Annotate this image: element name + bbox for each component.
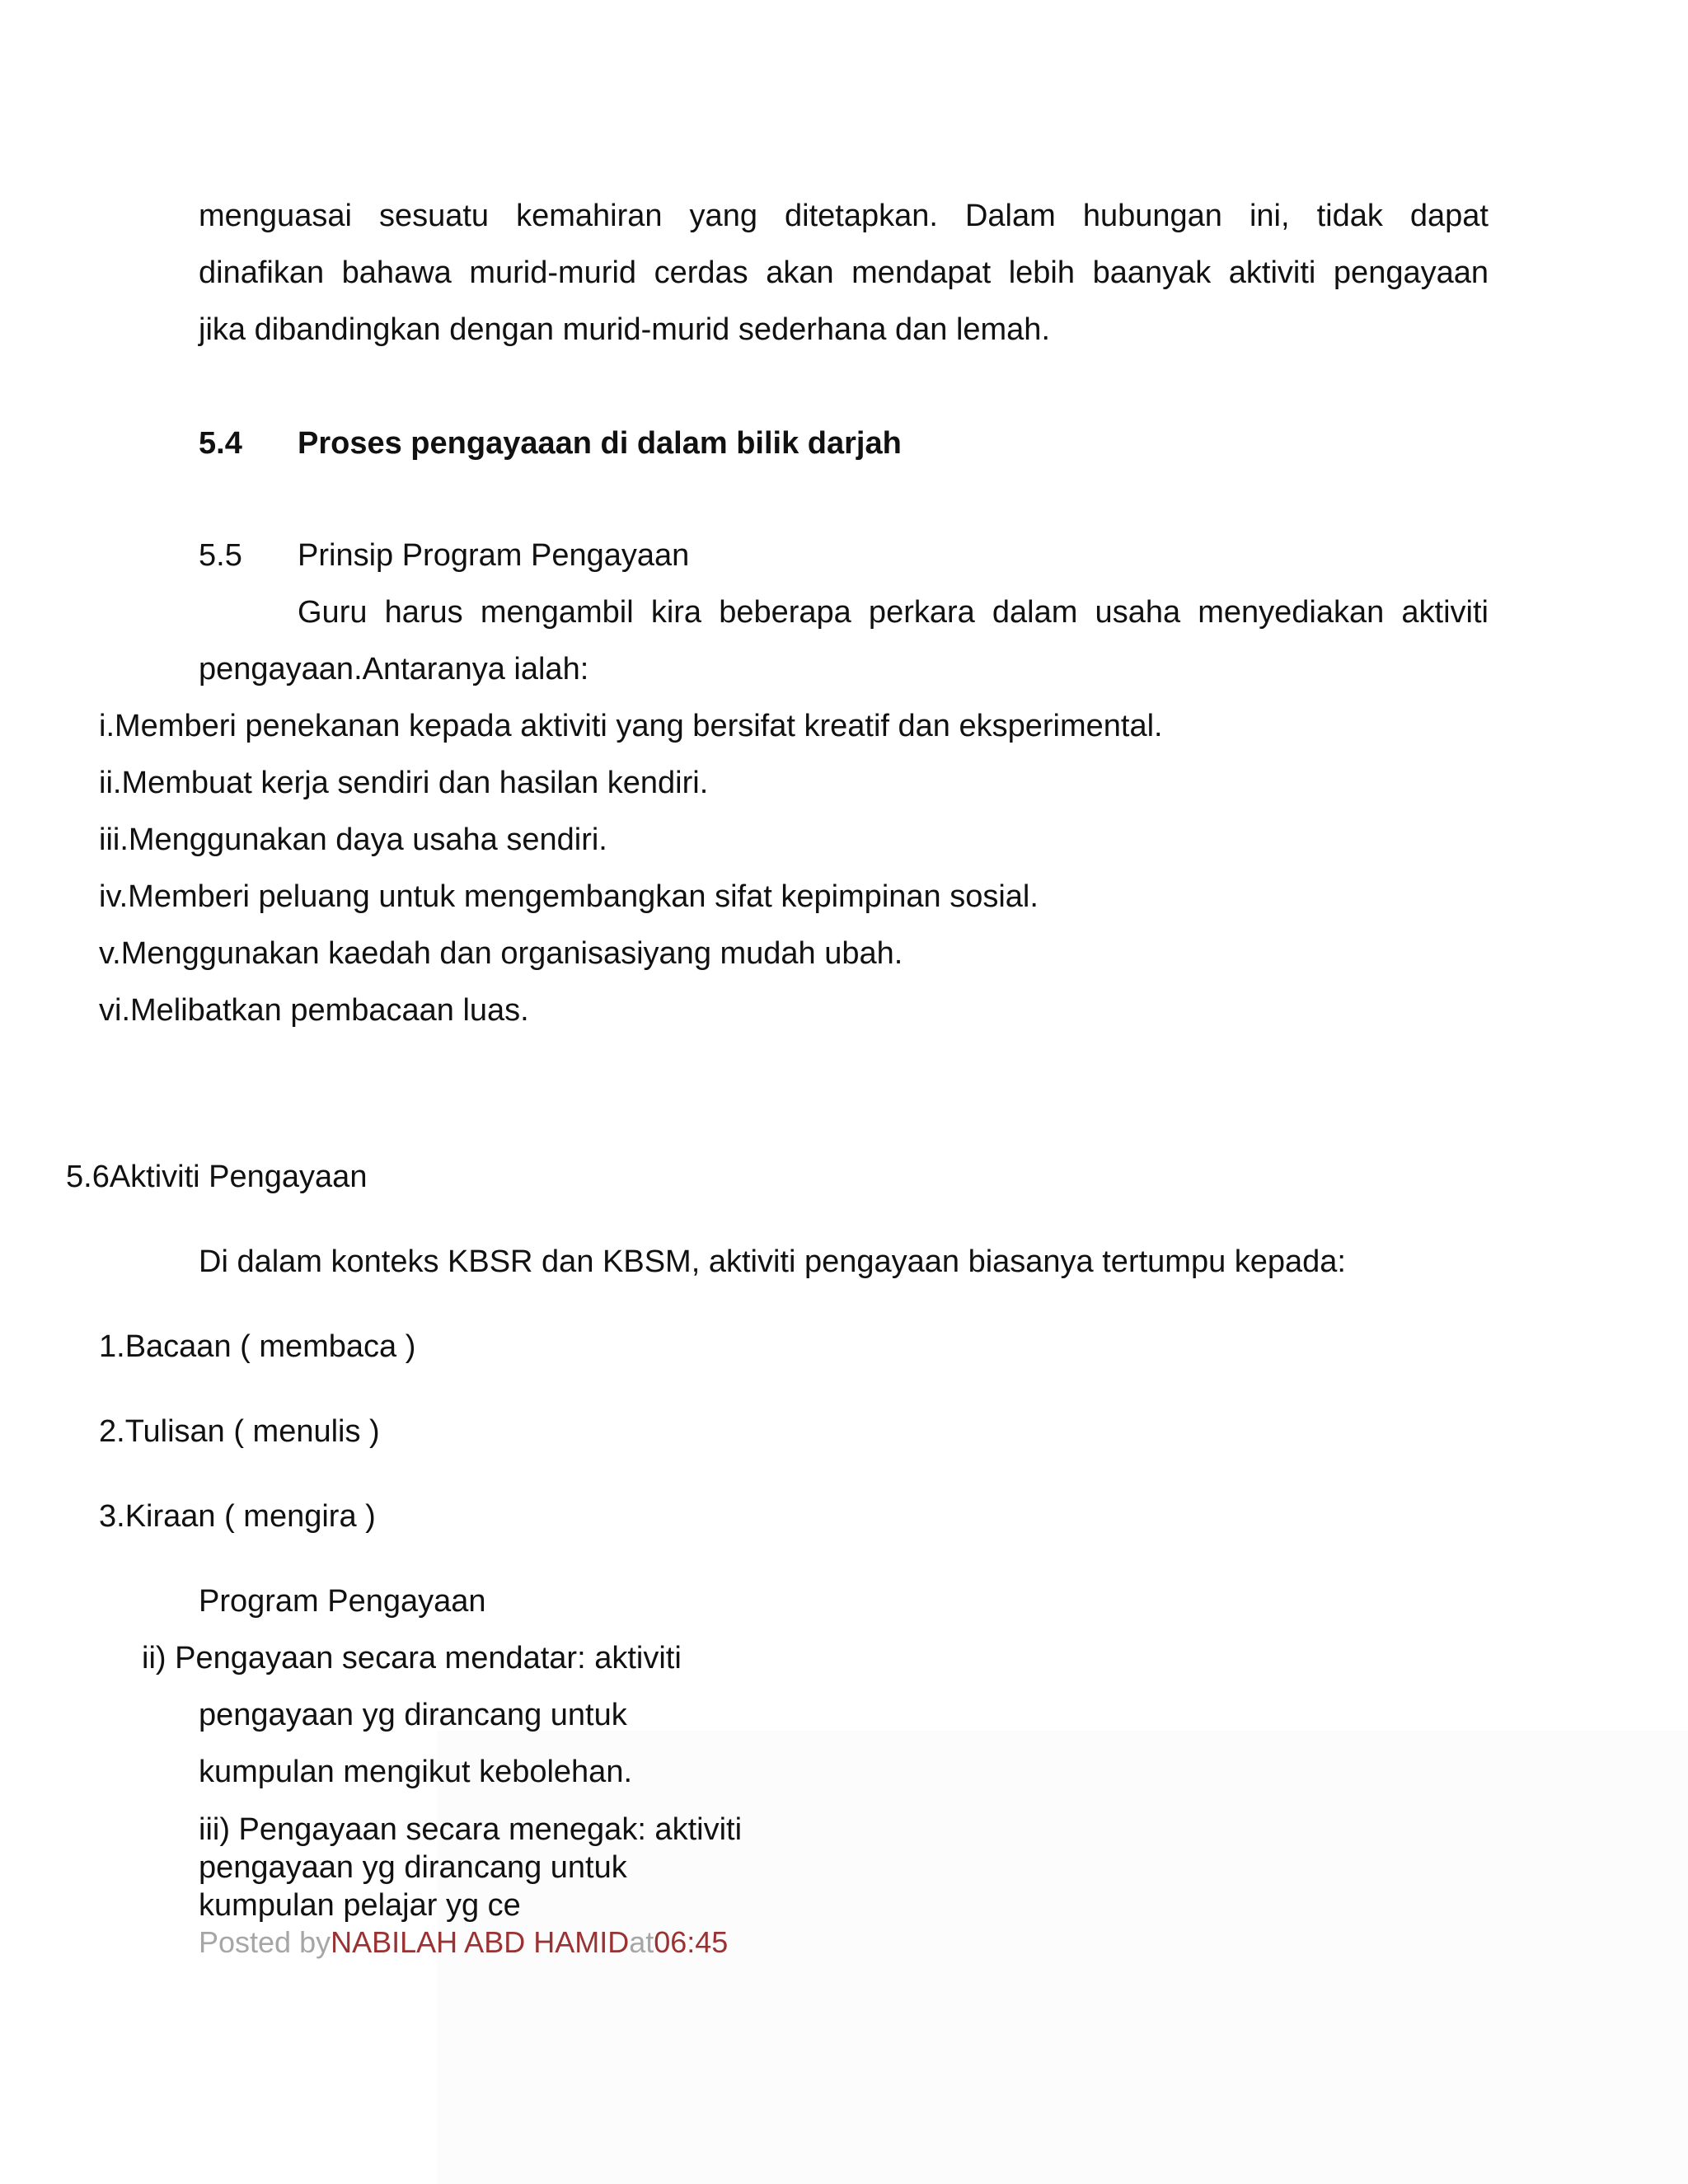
activity-item: 1.Bacaan ( membaca ) <box>99 1329 416 1364</box>
section-5-5-number: 5.5 <box>199 538 242 573</box>
program-iii-line-2: pengayaan yg dirancang untuk <box>199 1850 627 1885</box>
section-5-4-number: 5.4 <box>199 426 242 461</box>
activity-item: 3.Kiraan ( mengira ) <box>99 1499 376 1534</box>
section-5-5-para-line-1: Guru harus mengambil kira beberapa perkara dalam usaha menyediakan aktiviti <box>298 595 1489 630</box>
principle-item: iii.Menggunakan daya usaha sendiri. <box>99 823 607 857</box>
activity-item: 2.Tulisan ( menulis ) <box>99 1414 380 1449</box>
program-ii-line-1: ii) Pengayaan secara mendatar: aktiviti <box>142 1641 682 1675</box>
post-time-link[interactable]: 06:45 <box>654 1925 729 1959</box>
program-iii-line-1: iii) Pengayaan secara menegak: aktiviti <box>199 1812 743 1847</box>
principle-item: v.Menggunakan kaedah dan organisasiyang mudah ubah. <box>99 936 903 971</box>
author-link[interactable]: NABILAH ABD HAMID <box>331 1925 630 1959</box>
principle-item: iv.Memberi peluang untuk mengembangkan sifat kepimpinan sosial. <box>99 879 1039 914</box>
section-5-4-title: Proses pengayaaan di dalam bilik darjah <box>298 426 902 461</box>
intro-line-3: jika dibandingkan dengan murid-murid sederhana dan lemah. <box>199 312 1050 347</box>
program-iii-line-3: kumpulan pelajar yg ce <box>199 1888 521 1923</box>
at-label: at <box>629 1925 654 1959</box>
program-ii-line-2: pengayaan yg dirancang untuk <box>199 1698 627 1732</box>
program-ii-line-3: kumpulan mengikut kebolehan. <box>199 1755 633 1789</box>
posted-by-label: Posted by <box>199 1925 331 1959</box>
principle-item: ii.Membuat kerja sendiri dan hasilan kendiri. <box>99 766 709 800</box>
program-heading: Program Pengayaan <box>199 1584 486 1619</box>
post-footer <box>199 1924 728 1961</box>
intro-line-1: menguasai sesuatu kemahiran yang ditetapkan. Dalam hubungan ini, tidak dapat <box>199 199 1489 233</box>
intro-line-2: dinafikan bahawa murid-murid cerdas akan mendapat lebih baanyak aktiviti pengayaan <box>199 255 1489 290</box>
section-5-5-para-line-2: pengayaan.Antaranya ialah: <box>199 652 589 687</box>
section-5-5-title: Prinsip Program Pengayaan <box>298 538 690 573</box>
section-5-6-intro: Di dalam konteks KBSR dan KBSM, aktiviti pengayaan biasanya tertumpu kepada: <box>199 1244 1346 1279</box>
principle-item: i.Memberi penekanan kepada aktiviti yang bersifat kreatif dan eksperimental. <box>99 709 1163 743</box>
principle-item: vi.Melibatkan pembacaan luas. <box>99 993 529 1028</box>
section-5-6-heading: 5.6Aktiviti Pengayaan <box>66 1160 368 1194</box>
